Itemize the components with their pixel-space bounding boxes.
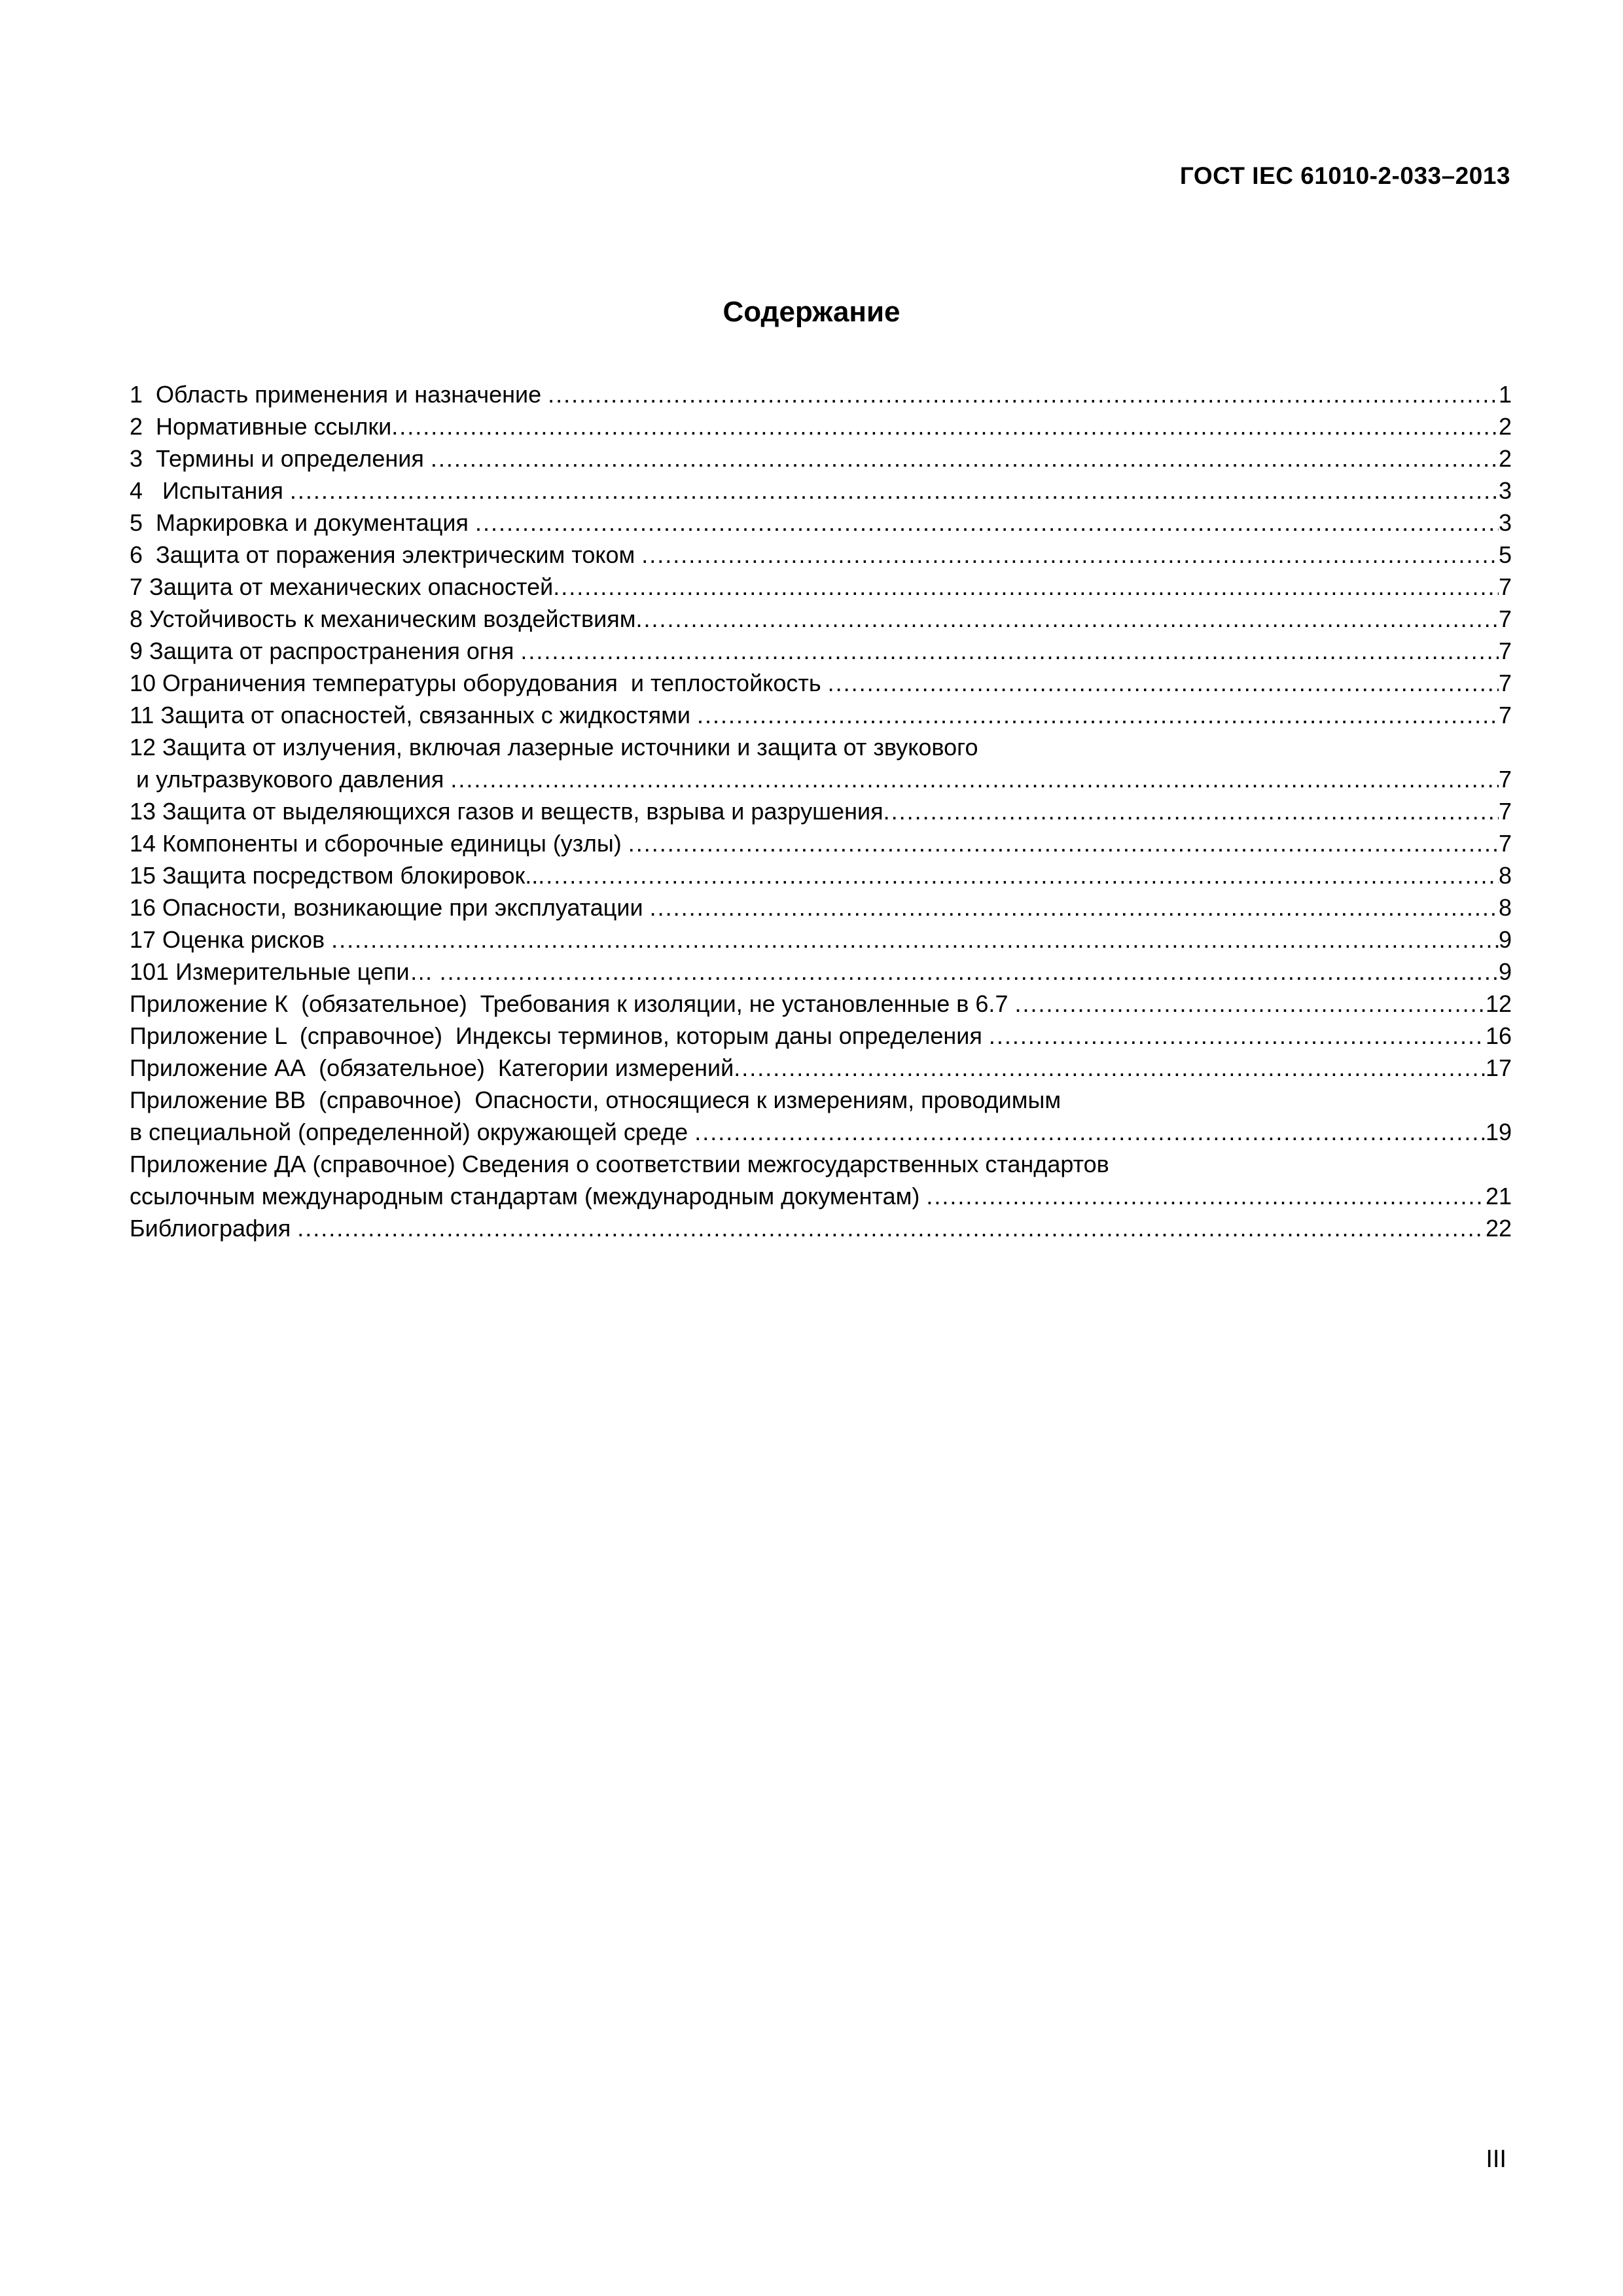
dot-leader [635, 603, 1499, 635]
toc-page-number: 22 [1485, 1215, 1512, 1242]
dot-leader [694, 1116, 1486, 1148]
toc-page-number: 7 [1498, 573, 1512, 600]
toc-row [130, 699, 1512, 731]
toc-page-number: 7 [1498, 766, 1512, 793]
dot-leader [440, 956, 1499, 988]
table-of-contents [130, 378, 1512, 1244]
toc-row [130, 1020, 1512, 1052]
toc-row [130, 507, 1512, 539]
toc-row [130, 378, 1512, 410]
toc-row [130, 635, 1512, 667]
toc-entry-text: Приложение ВВ (справочное) Опасности, относящиеся к измерениям, проводимым [130, 1086, 1061, 1113]
dot-leader [431, 442, 1499, 475]
toc-page-number: 21 [1485, 1183, 1512, 1210]
toc-row [130, 539, 1512, 571]
dot-leader [828, 667, 1499, 699]
toc-entry-text: в специальной (определенной) окружающей среде [130, 1119, 695, 1145]
toc-page-number: 16 [1485, 1022, 1512, 1049]
toc-entry-text: 9 Защита от распространения огня [130, 637, 521, 664]
dot-leader [1014, 988, 1485, 1020]
dot-leader [538, 859, 1499, 891]
toc-page-number: 7 [1498, 830, 1512, 857]
toc-entry-text: 6 Защита от поражения электрическим током [130, 541, 642, 568]
toc-row [130, 603, 1512, 635]
toc-row [130, 475, 1512, 507]
toc-page-number: 8 [1498, 894, 1512, 921]
toc-row [130, 571, 1512, 603]
dot-leader [628, 827, 1499, 859]
toc-row [130, 763, 1512, 795]
toc-page-number: 5 [1498, 541, 1512, 568]
toc-row [130, 1084, 1512, 1116]
toc-entry-text: 2 Нормативные ссылки [130, 413, 392, 440]
toc-entry-text: Приложение АА (обязательное) Категории измерений [130, 1054, 734, 1081]
toc-entry-text: и ультразвукового давления [130, 766, 451, 793]
toc-entry-text: 8 Устойчивость к механическим воздействиям [130, 605, 636, 632]
toc-entry-text: 3 Термины и определения [130, 445, 431, 472]
toc-entry-text: Приложение ДА (справочное) Сведения о соответствии межгосударственных стандартов [130, 1151, 1109, 1177]
toc-row [130, 924, 1512, 956]
toc-row [130, 827, 1512, 859]
toc-entry-text: 13 Защита от выделяющихся газов и веществ, взрыва и разрушения [130, 798, 883, 825]
dot-leader [548, 378, 1499, 410]
toc-row [130, 442, 1512, 475]
toc-page-number: 7 [1498, 605, 1512, 632]
toc-entry-text: Приложение L (справочное) Индексы терминов, которым даны определения [130, 1022, 989, 1049]
toc-page-number: 2 [1498, 445, 1512, 472]
dot-leader [475, 507, 1499, 539]
toc-entry-text: 12 Защита от излучения, включая лазерные источники и защита от звукового [130, 734, 978, 761]
toc-entry-text: 17 Оценка рисков [130, 926, 332, 953]
toc-entry-text: 15 Защита посредством блокировок.. [130, 862, 539, 889]
dot-leader [391, 410, 1499, 442]
toc-page-number: 9 [1498, 958, 1512, 985]
dot-leader [297, 1212, 1486, 1244]
toc-entry-text: 11 Защита от опасностей, связанных с жидкостями [130, 702, 697, 728]
toc-row [130, 859, 1512, 891]
toc-entry-text: 14 Компоненты и сборочные единицы (узлы) [130, 830, 628, 857]
toc-page-number: 7 [1498, 670, 1512, 696]
dot-leader [926, 1180, 1486, 1212]
toc-entry-text: 101 Измерительные цепи… [130, 958, 440, 985]
toc-entry-text: 10 Ограничения температуры оборудования и теплостойкость [130, 670, 828, 696]
toc-row [130, 795, 1512, 827]
footer-page-number: III [1486, 2145, 1507, 2173]
toc-page-number: 7 [1498, 637, 1512, 664]
toc-page-number: 7 [1498, 798, 1512, 825]
dot-leader [883, 795, 1499, 827]
toc-page-number: 2 [1498, 413, 1512, 440]
dot-leader [450, 763, 1499, 795]
toc-row [130, 1212, 1512, 1244]
toc-entry-text: 16 Опасности, возникающие при эксплуатации [130, 894, 650, 921]
toc-row [130, 891, 1512, 924]
toc-page-number: 8 [1498, 862, 1512, 889]
dot-leader [290, 475, 1499, 507]
toc-entry-text: ссылочным международным стандартам (международным документам) [130, 1183, 927, 1210]
dot-leader [697, 699, 1499, 731]
dot-leader [650, 891, 1499, 924]
toc-row [130, 1148, 1512, 1180]
page-title: Содержание [722, 296, 901, 328]
toc-page-number: 3 [1498, 509, 1512, 536]
toc-row [130, 731, 1512, 763]
toc-entry-text: 4 Испытания [130, 477, 290, 504]
dot-leader [734, 1052, 1486, 1084]
toc-row [130, 1116, 1512, 1148]
toc-page-number: 12 [1485, 990, 1512, 1017]
toc-entry-text: Библиография [130, 1215, 298, 1242]
toc-page-number: 7 [1498, 702, 1512, 728]
toc-entry-text: Приложение К (обязательное) Требования к изоляции, не установленные в 6.7 [130, 990, 1015, 1017]
toc-row [130, 956, 1512, 988]
toc-entry-text: 1 Область применения и назначение [130, 381, 548, 408]
toc-page-number: 1 [1498, 381, 1512, 408]
dot-leader [520, 635, 1499, 667]
toc-entry-text: 7 Защита от механических опасностей [130, 573, 554, 600]
dot-leader [641, 539, 1499, 571]
dot-leader [331, 924, 1499, 956]
toc-row [130, 667, 1512, 699]
dot-leader [989, 1020, 1486, 1052]
toc-row [130, 1052, 1512, 1084]
document-standard-number: ГОСТ IEC 61010-2-033–2013 [1179, 162, 1510, 189]
dot-leader [553, 571, 1499, 603]
toc-row [130, 410, 1512, 442]
toc-entry-text: 5 Маркировка и документация [130, 509, 475, 536]
toc-page-number: 19 [1485, 1119, 1512, 1145]
toc-page-number: 3 [1498, 477, 1512, 504]
toc-page-number: 17 [1485, 1054, 1512, 1081]
toc-row [130, 988, 1512, 1020]
toc-page-number: 9 [1498, 926, 1512, 953]
toc-row [130, 1180, 1512, 1212]
